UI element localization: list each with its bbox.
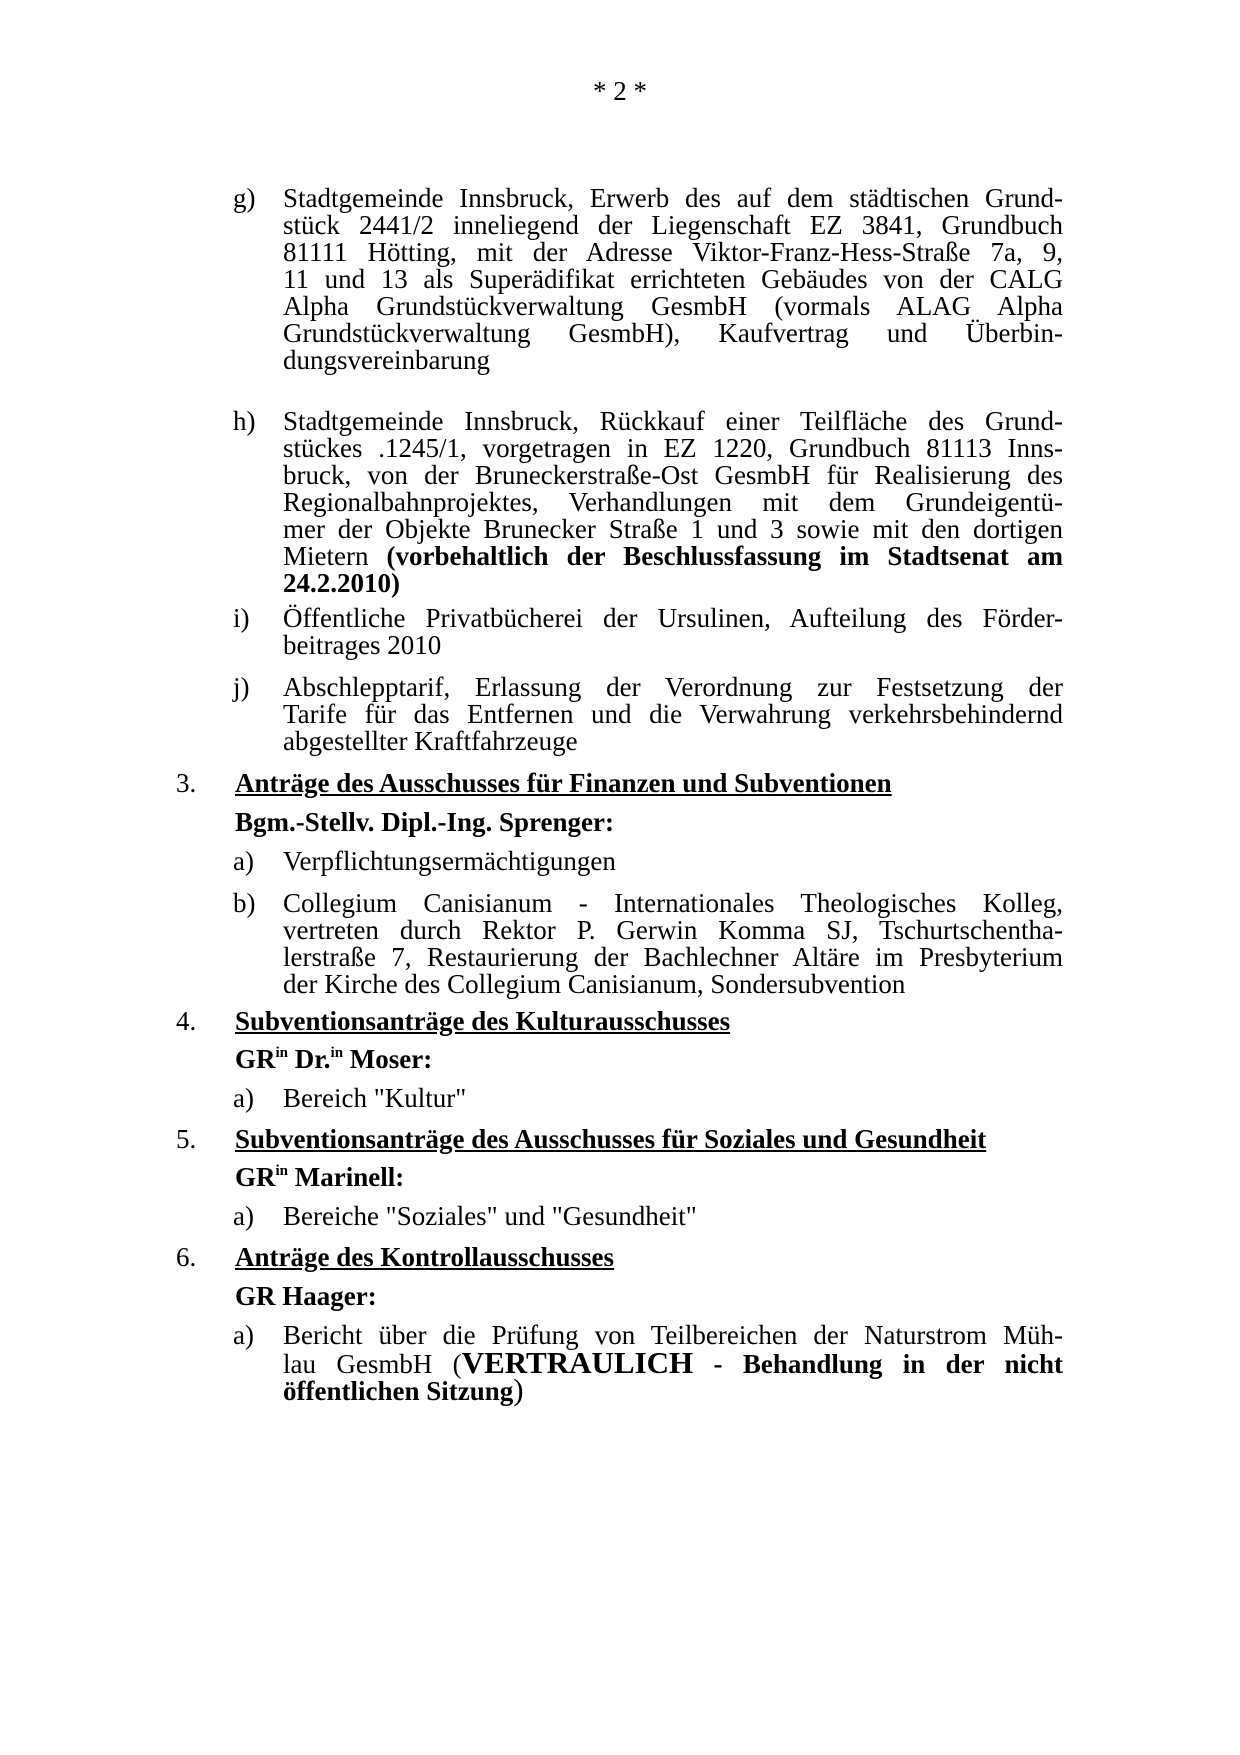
section-title: Subventionsanträge des Ausschusses für Soziales und Gesundheit [235, 1124, 987, 1154]
text-bold-note: 24.2.2010) [283, 568, 400, 598]
text-line: dungsvereinbarung [283, 345, 490, 375]
speaker [235, 1046, 432, 1073]
item-letter: a) [233, 1083, 254, 1113]
text-line: stückes .1245/1, vorgetragen in EZ 1220, Grundbuch 81113 Inns- [283, 433, 1063, 463]
speaker-suffix: in [330, 1045, 344, 1061]
text-bold-note: - Behandlung in der nicht [693, 1349, 1064, 1379]
speaker: GR Haager: [235, 1281, 377, 1311]
item-text [283, 890, 1063, 998]
item-letter: g) [233, 183, 256, 213]
text-normal: lau GesmbH ( [283, 1349, 462, 1379]
section-number: 3. [176, 768, 197, 798]
text-line: mer der Objekte Brunecker Straße 1 und 3 sowie mit den dortigen [283, 514, 1063, 544]
text-line: Regionalbahnprojektes, Verhandlungen mit dem Grundeigentü- [283, 487, 1063, 517]
text-line: Abschlepptarif, Erlassung der Verordnung zur Festsetzung der [283, 672, 1063, 702]
section-title: Anträge des Kontrollausschusses [235, 1242, 615, 1272]
text-line: Bereich "Kultur" [283, 1083, 467, 1113]
item-text [283, 848, 1063, 875]
item-letter: a) [233, 1320, 254, 1350]
text-line: Verpflichtungsermächtigungen [283, 846, 616, 876]
text-line: Öffentliche Privatbücherei der Ursulinen, Aufteilung des Förder- [283, 603, 1063, 633]
speaker: Bgm.-Stellv. Dipl.-Ing. Sprenger: [235, 807, 615, 837]
text-line: vertreten durch Rektor P. Gerwin Komma SJ, Tschurtschentha- [283, 915, 1063, 945]
speaker-name: Moser: [343, 1044, 433, 1074]
section-number: 4. [176, 1006, 197, 1036]
text-line: 11 und 13 als Superädifikat errichteten Gebäudes von der CALG [283, 264, 1063, 294]
text-confidential: VERTRAULICH [461, 1345, 694, 1380]
text-line: Alpha Grundstückverwaltung GesmbH (vormals ALAG Alpha [283, 291, 1063, 321]
section-number: 6. [176, 1242, 197, 1272]
item-text [283, 1203, 1063, 1230]
item-letter: a) [233, 1201, 254, 1231]
speaker-suffix: in [275, 1045, 289, 1061]
text-line: 81111 Hötting, mit der Adresse Viktor-Franz-Hess-Straße 7a, 9, [283, 237, 1063, 267]
item-letter: h) [233, 406, 256, 436]
section-title: Subventionsanträge des Kulturausschusses [235, 1006, 731, 1036]
text-line: der Kirche des Collegium Canisianum, Sondersubvention [283, 969, 906, 999]
item-letter: j) [233, 672, 250, 702]
text-line: Stadtgemeinde Innsbruck, Rückkauf einer Teilfläche des Grund- [283, 406, 1063, 436]
section-title: Anträge des Ausschusses für Finanzen und Subventionen [235, 768, 892, 798]
text-bold-note: öffentlichen Sitzung [283, 1376, 514, 1406]
text-line: lerstraße 7, Restaurierung der Bachlechner Altäre im Presbyterium [283, 942, 1063, 972]
page-number: * 2 * [593, 76, 647, 106]
item-text [283, 1085, 1063, 1112]
item-text [283, 605, 1063, 659]
item-letter: i) [233, 603, 250, 633]
item-text [283, 674, 1063, 755]
text-line: Bereiche "Soziales" und "Gesundheit" [283, 1201, 697, 1231]
speaker-name: Marinell: [288, 1162, 405, 1192]
speaker-suffix: in [275, 1163, 289, 1179]
text-line: beitrages 2010 [283, 630, 442, 660]
speaker-title: Dr. [288, 1044, 331, 1074]
item-letter: b) [233, 888, 256, 918]
text-line: Bericht über die Prüfung von Teilbereichen der Naturstrom Müh- [283, 1320, 1063, 1350]
text-normal: ) [513, 1372, 524, 1407]
text-line: bruck, von der Bruneckerstraße-Ost GesmbH für Realisierung des [283, 460, 1063, 490]
text-normal: Mietern [283, 541, 387, 571]
text-line: stück 2441/2 inneliegend der Liegenschaft EZ 3841, Grundbuch [283, 210, 1063, 240]
item-letter: a) [233, 846, 254, 876]
text-line [283, 543, 1063, 570]
text-line [283, 1372, 1063, 1407]
text-bold-note: (vorbehaltlich der Beschlussfassung im Stadtsenat am [386, 541, 1063, 571]
text-line: abgestellter Kraftfahrzeuge [283, 726, 578, 756]
text-line [283, 1345, 1064, 1380]
section-number: 5. [176, 1124, 197, 1154]
item-text [283, 1320, 1064, 1407]
speaker-title: GR [235, 1162, 276, 1192]
text-line: Collegium Canisianum - Internationales Theologisches Kolleg, [283, 888, 1063, 918]
item-text [283, 185, 1063, 374]
item-text [283, 408, 1063, 597]
speaker [235, 1164, 404, 1191]
text-line: Grundstückverwaltung GesmbH), Kaufvertrag und Überbin- [283, 318, 1063, 348]
text-line [283, 570, 1063, 597]
speaker-title: GR [235, 1044, 276, 1074]
text-line: Tarife für das Entfernen und die Verwahrung verkehrsbehindernd [283, 699, 1063, 729]
text-line: Stadtgemeinde Innsbruck, Erwerb des auf dem städtischen Grund- [283, 183, 1063, 213]
